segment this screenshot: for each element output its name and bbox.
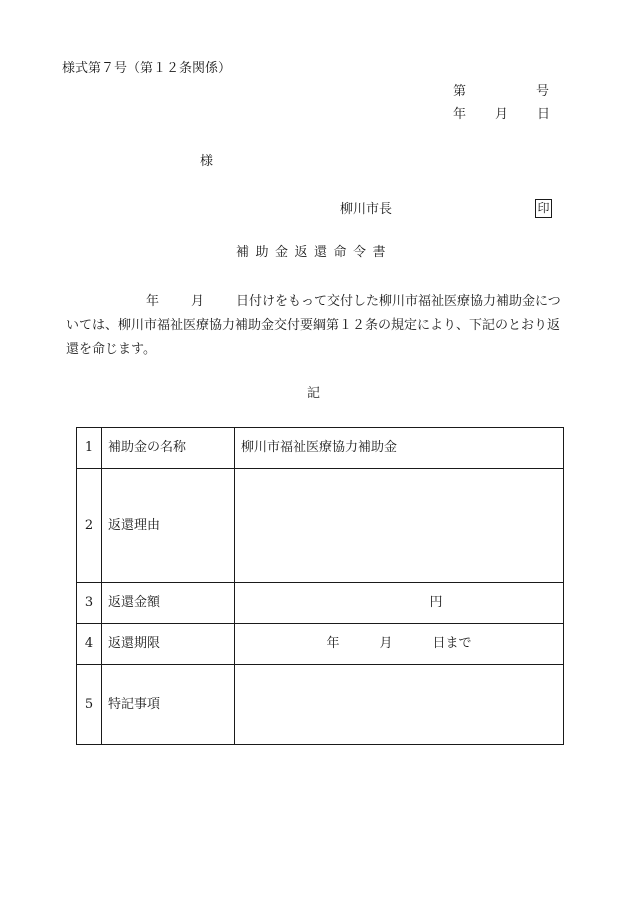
ki-heading: 記 xyxy=(307,386,321,401)
body-paragraph xyxy=(66,290,566,362)
row-label: 特記事項 xyxy=(102,665,235,745)
table-row xyxy=(77,665,564,745)
deadline-month: 月 xyxy=(379,636,393,652)
issue-date-month: 月 xyxy=(495,107,509,122)
row-label: 返還期限 xyxy=(102,624,235,665)
body-year: 年 xyxy=(146,294,160,309)
row-number: 1 xyxy=(77,428,102,469)
row-value: 柳川市福祉医療協力補助金 xyxy=(235,428,564,469)
table-row xyxy=(77,624,564,665)
issue-date-day: 日 xyxy=(537,107,551,122)
addressee-honorific: 様 xyxy=(200,154,214,169)
body-month: 月 xyxy=(191,294,205,309)
deadline-year: 年 xyxy=(326,636,340,652)
issue-date-year: 年 xyxy=(453,107,467,122)
row-label: 補助金の名称 xyxy=(102,428,235,469)
row-number: 5 xyxy=(77,665,102,745)
row-number: 3 xyxy=(77,583,102,624)
detail-table xyxy=(76,427,564,745)
row-number: 4 xyxy=(77,624,102,665)
body-text: 日付けをもって交付した柳川市福祉医療協力補助金については、柳川市福祉医療協力補助金交付要綱第１２条の規定により、下記のとおり返還を命じます。 xyxy=(66,294,561,357)
document-number-suffix: 号 xyxy=(536,84,550,99)
table-row xyxy=(77,469,564,583)
document-title: 補助金返還命令書 xyxy=(236,245,393,260)
row-number: 2 xyxy=(77,469,102,583)
row-value: 円 xyxy=(235,583,564,624)
row-value xyxy=(235,469,564,583)
row-value xyxy=(235,624,564,665)
issuer-name: 柳川市長 xyxy=(340,202,393,217)
row-label: 返還理由 xyxy=(102,469,235,583)
document-number-prefix: 第 xyxy=(453,84,467,99)
deadline-day: 日まで xyxy=(432,636,472,652)
form-number: 様式第７号（第１２条関係） xyxy=(62,61,232,76)
seal-mark: 印 xyxy=(535,199,552,218)
row-label: 返還金額 xyxy=(102,583,235,624)
table-row xyxy=(77,428,564,469)
table-row xyxy=(77,583,564,624)
row-value xyxy=(235,665,564,745)
